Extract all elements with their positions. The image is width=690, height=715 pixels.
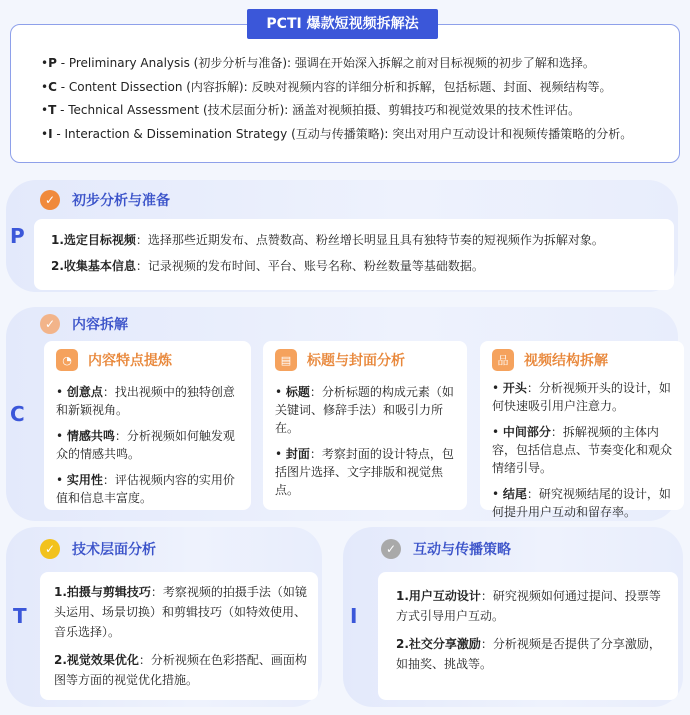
intro-line-i: •I - Interaction & Dissemination Strategy (互动与传播策略): 突出对用户互动设计和视频传播策略的分析。: [41, 126, 633, 141]
p-item-1: 1.选定目标视频：选择那些近期发布、点赞数高、粉丝增长明显且具有独特节奏的短视频作为拆解对象。: [51, 233, 604, 247]
check-circle-icon: ✓: [40, 539, 60, 559]
content-features-header: [56, 349, 241, 371]
video-structure-card: [480, 341, 684, 519]
list-item: • 开头：分析视频开头的设计，如何快速吸引用户注意力。: [492, 381, 671, 413]
section-p-title: 初步分析与准备: [72, 193, 170, 209]
i-item-2: 2.社交分享激励：分析视频是否提供了分享激励，如抽奖、挑战等。: [396, 637, 661, 671]
section-t-card: [40, 572, 318, 700]
list-item: • 封面：考察封面的设计特点，包括图片选择、文字排版和视觉焦点。: [275, 447, 454, 497]
content-features-title: 内容特点提炼: [88, 353, 172, 369]
section-i-card: [378, 572, 678, 700]
section-c-header: [40, 314, 128, 334]
content-features-card: [44, 341, 251, 510]
section-t-header: [40, 539, 156, 559]
i-item-1: 1.用户互动设计：研究视频如何通过提问、投票等方式引导用户互动。: [396, 589, 661, 623]
video-structure-title: 视频结构拆解: [524, 353, 608, 369]
letter-p: P: [10, 224, 25, 248]
list-item: • 实用性：评估视频内容的实用价值和信息丰富度。: [56, 473, 235, 505]
title-cover-card: [263, 341, 467, 510]
video-structure-header: [492, 349, 676, 371]
list-item: • 情感共鸣：分析视频如何触发观众的情感共鸣。: [56, 429, 235, 461]
section-c-title: 内容拆解: [72, 317, 128, 333]
list-item: • 结尾：研究视频结尾的设计，如何提升用户互动和留存率。: [492, 487, 671, 519]
list-item: • 创意点：找出视频中的独特创意和新颖视角。: [56, 385, 235, 417]
list-item: • 标题：分析标题的构成元素（如关键词、修辞手法）和吸引力所在。: [275, 385, 454, 435]
intro-line-t: •T - Technical Assessment (技术层面分析): 涵盖对视频拍摄、剪辑技巧和视觉效果的技术性评估。: [41, 103, 581, 117]
section-p-header: [40, 190, 170, 210]
section-i-title: 互动与传播策略: [413, 542, 511, 558]
page-title: PCTI 爆款短视频拆解法: [247, 9, 438, 39]
t-item-2: 2.视觉效果优化：分析视频在色彩搭配、画面构图等方面的视觉优化措施。: [54, 653, 307, 687]
check-circle-icon: ✓: [40, 190, 60, 210]
intro-box: [10, 24, 680, 163]
letter-c: C: [10, 402, 25, 426]
letter-t: T: [13, 604, 27, 628]
section-p-card: [34, 219, 674, 290]
check-circle-icon: ✓: [381, 539, 401, 559]
structure-icon: 品: [492, 349, 514, 371]
intro-line-c: •C - Content Dissection (内容拆解): 反映对视频内容的详细分析和拆解，包括标题、封面、视频结构等。: [41, 79, 612, 94]
section-i-header: [381, 539, 511, 559]
letter-i: I: [350, 604, 358, 628]
title-cover-title: 标题与封面分析: [307, 353, 405, 369]
document-icon: ▤: [275, 349, 297, 371]
intro-line-p: •P - Preliminary Analysis (初步分析与准备): 强调在开始深入拆解之前对目标视频的初步了解和选择。: [41, 56, 595, 70]
title-cover-header: [275, 349, 457, 371]
list-item: • 中间部分：拆解视频的主体内容，包括信息点、节奏变化和观众情绪引导。: [492, 425, 673, 475]
check-circle-icon: ✓: [40, 314, 60, 334]
t-item-1: 1.拍摄与剪辑技巧：考察视频的拍摄手法（如镜头运用、场景切换）和剪辑技巧（如特效使用、音乐选择）。: [54, 585, 307, 639]
p-item-2: 2.收集基本信息：记录视频的发布时间、平台、账号名称、粉丝数量等基础数据。: [51, 259, 484, 273]
section-t-title: 技术层面分析: [72, 542, 156, 558]
pie-chart-icon: ◔: [56, 349, 78, 371]
